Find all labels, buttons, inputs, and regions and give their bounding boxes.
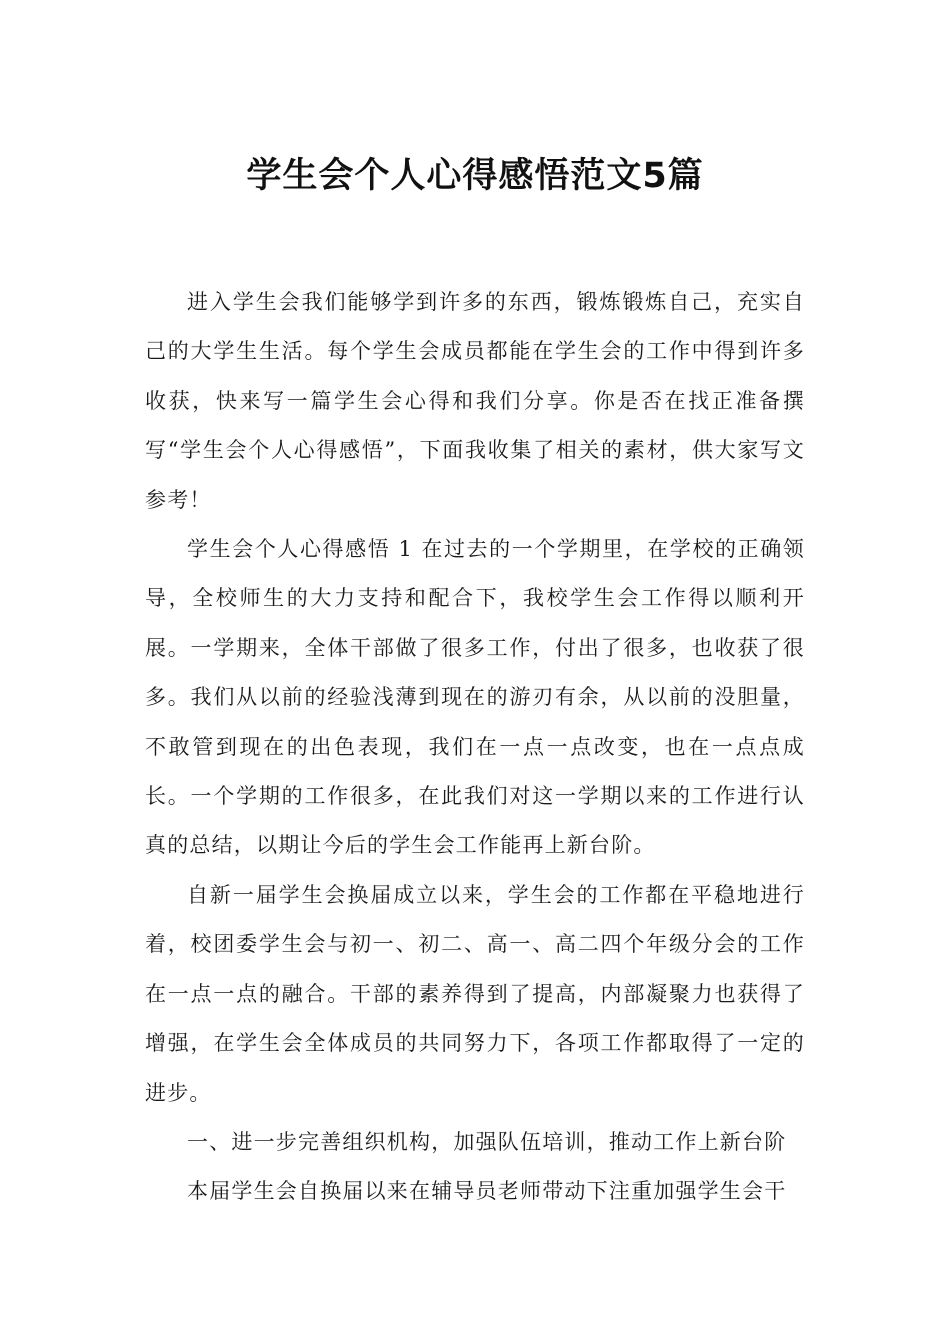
section-heading-1: 一、进一步完善组织机构，加强队伍培训，推动工作上新台阶: [187, 1129, 787, 1154]
paragraph-essay-1: 学生会个人心得感悟 1 在过去的一个学期里，在学校的正确领导，全校师生的大力支持和配合下，我校学生会工作得以顺利开展。一学期来，全体干部做了很多工作，付出了很多，也收获了很多。我们从以前的经验浅薄到现在的游刃有余，从以前的没胆量，不敢管到现在的出色表现，我们在一点一点改变，也在一点点成长。一个学期的工作很多，在此我们对这一学期以来的工作进行认真的总结，以期让今后的学生会工作能再上新台阶。: [145, 537, 805, 858]
document-title: 学生会个人心得感悟范文5篇: [246, 156, 704, 197]
paragraph-section-1: 本届学生会自换届以来在辅导员老师带动下注重加强学生会干: [187, 1179, 787, 1204]
paragraph-intro: 进入学生会我们能够学到许多的东西，锻炼锻炼自己，充实自己的大学生生活。每个学生会成员都能在学生会的工作中得到许多收获，快来写一篇学生会心得和我们分享。你是否在找正准备撰写“学生会个人心得感悟”，下面我收集了相关的素材，供大家写文参考！: [145, 290, 805, 512]
paragraph-new-council: 自新一届学生会换届成立以来，学生会的工作都在平稳地进行着，校团委学生会与初一、初二、高一、高二四个年级分会的工作在一点一点的融合。干部的素养得到了提高，内部凝聚力也获得了增强，在学生会全体成员的共同努力下，各项工作都取得了一定的进步。: [145, 882, 805, 1105]
document-body: [145, 278, 805, 1217]
